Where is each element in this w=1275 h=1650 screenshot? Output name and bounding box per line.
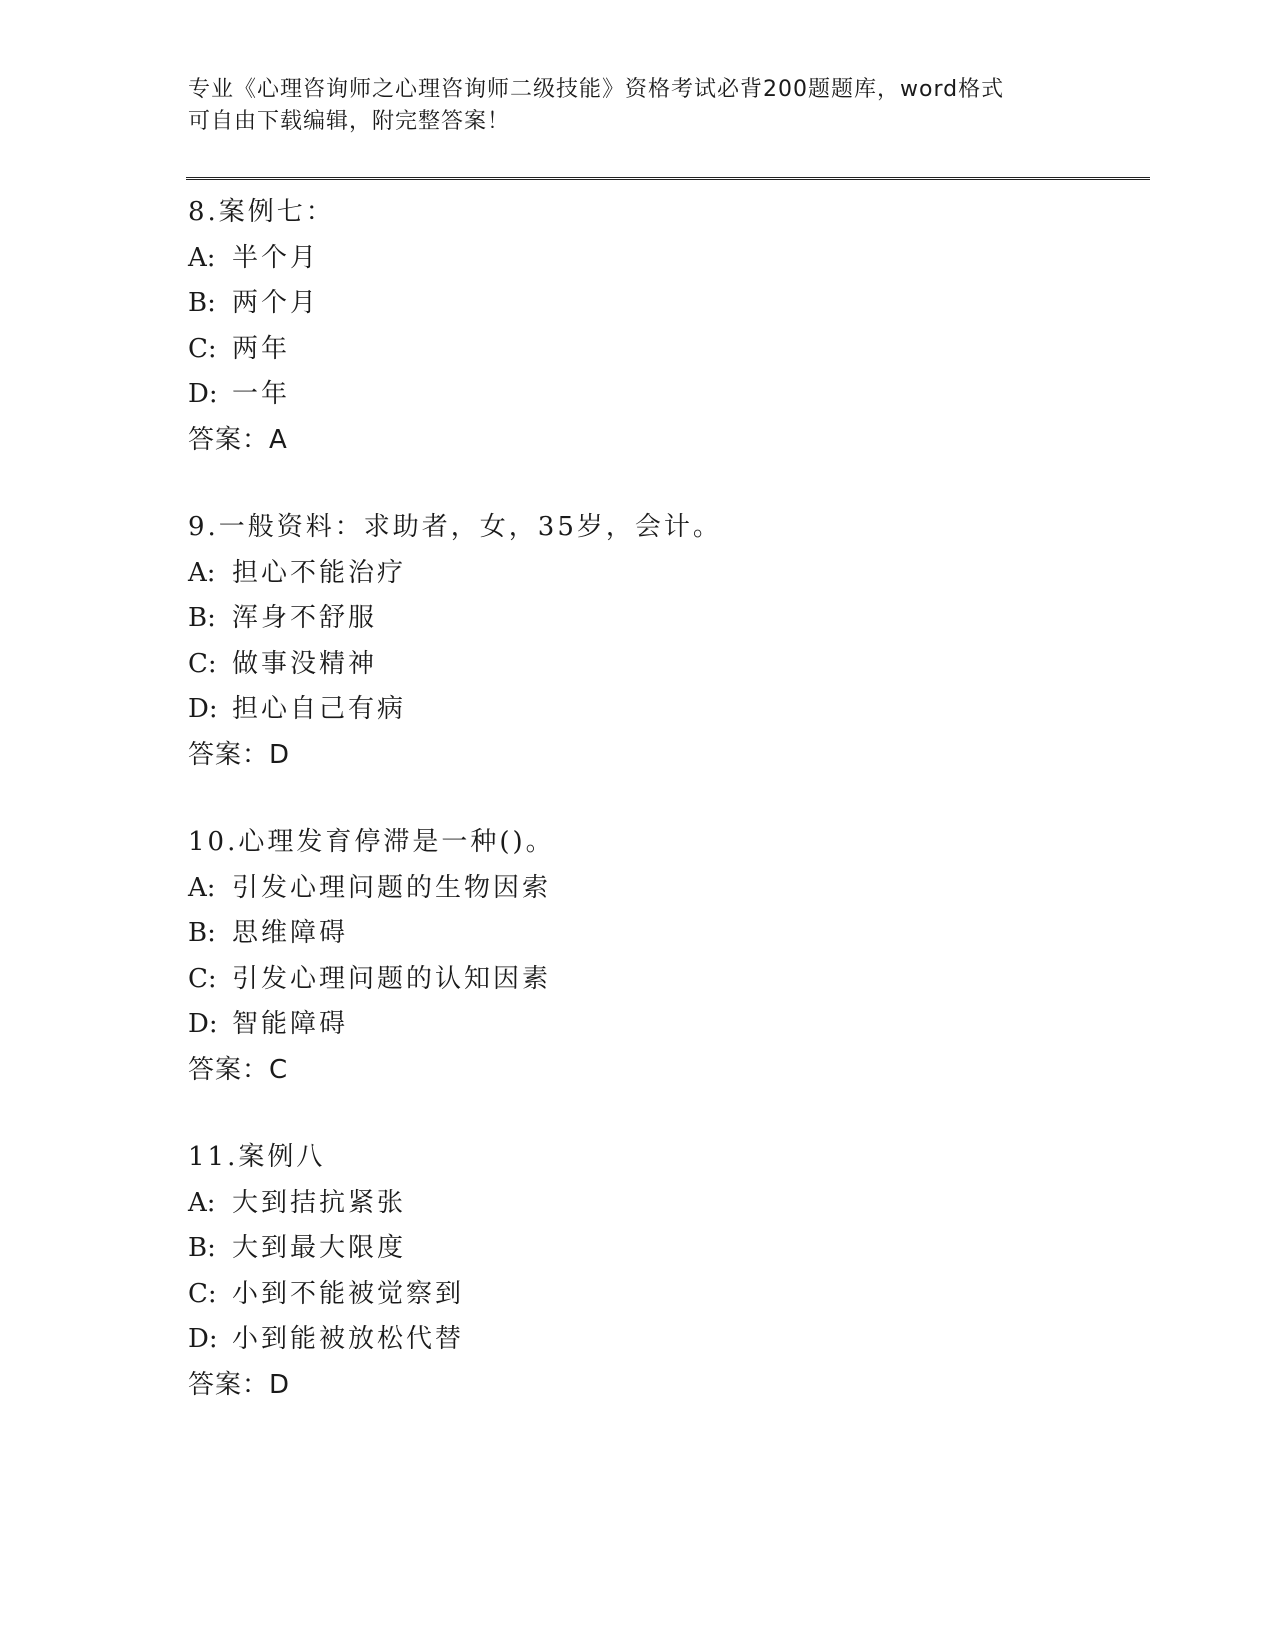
- option-text: 浑身不舒服: [232, 603, 378, 633]
- document-header: [188, 74, 1088, 138]
- option-letter: A:: [188, 242, 216, 273]
- option-text: 小到能被放松代替: [232, 1324, 465, 1354]
- option-text: 大到拮抗紧张: [232, 1187, 407, 1218]
- question-8: [188, 190, 1138, 463]
- question-title: 9.一般资料：求助者，女，35岁，会计。: [188, 512, 722, 542]
- option-text: 智能障碍: [232, 1009, 349, 1039]
- option-b: [188, 911, 1138, 957]
- option-d: [188, 372, 1138, 418]
- answer-line: 答案：A: [188, 424, 288, 455]
- question-11: [188, 1135, 1138, 1408]
- option-a: [188, 866, 1138, 912]
- option-letter: D:: [188, 379, 218, 409]
- option-letter: C:: [188, 963, 217, 994]
- option-c: [188, 642, 1138, 688]
- question-title: 10.心理发育停滞是一种()。: [188, 827, 555, 857]
- option-text: 半个月: [232, 242, 320, 273]
- option-letter: D:: [188, 1009, 218, 1039]
- option-text: 两个月: [232, 288, 320, 318]
- option-c: [188, 957, 1138, 1003]
- header-divider: [186, 177, 1150, 180]
- option-a: [188, 236, 1138, 282]
- option-text: 引发心理问题的生物因索: [232, 872, 552, 903]
- option-text: 大到最大限度: [232, 1233, 407, 1263]
- option-letter: C:: [188, 648, 217, 679]
- option-b: [188, 596, 1138, 642]
- header-line-1: 专业《心理咨询师之心理咨询师二级技能》资格考试必背200题题库，word格式: [188, 77, 1005, 102]
- option-text: 小到不能被觉察到: [232, 1278, 465, 1309]
- option-letter: A:: [188, 557, 216, 588]
- option-letter: A:: [188, 872, 216, 903]
- option-text: 两年: [232, 333, 291, 364]
- option-letter: B:: [188, 288, 216, 318]
- question-10: [188, 820, 1138, 1093]
- option-letter: B:: [188, 918, 216, 948]
- question-title: 8.案例七：: [188, 197, 335, 227]
- header-line-2: 可自由下载编辑，附完整答案！: [188, 109, 511, 134]
- answer-line: 答案：C: [188, 1054, 289, 1085]
- option-text: 一年: [232, 379, 291, 409]
- option-text: 担心自己有病: [232, 694, 407, 724]
- option-text: 担心不能治疗: [232, 557, 407, 588]
- answer-line: 答案：D: [188, 1369, 291, 1400]
- option-letter: D:: [188, 1324, 218, 1354]
- option-text: 做事没精神: [232, 648, 378, 679]
- option-letter: B:: [188, 603, 216, 633]
- question-list: [188, 190, 1138, 1450]
- option-letter: D:: [188, 694, 218, 724]
- option-letter: C:: [188, 1278, 217, 1309]
- option-c: [188, 327, 1138, 373]
- option-a: [188, 1181, 1138, 1227]
- option-d: [188, 1317, 1138, 1363]
- question-title: 11.案例八: [188, 1142, 326, 1172]
- option-d: [188, 687, 1138, 733]
- option-letter: A:: [188, 1187, 216, 1218]
- option-c: [188, 1272, 1138, 1318]
- option-text: 引发心理问题的认知因素: [232, 963, 552, 994]
- option-letter: B:: [188, 1233, 216, 1263]
- option-a: [188, 551, 1138, 597]
- option-b: [188, 1226, 1138, 1272]
- option-text: 思维障碍: [232, 918, 349, 948]
- answer-line: 答案：D: [188, 739, 291, 770]
- question-9: [188, 505, 1138, 778]
- option-b: [188, 281, 1138, 327]
- option-d: [188, 1002, 1138, 1048]
- option-letter: C:: [188, 333, 217, 364]
